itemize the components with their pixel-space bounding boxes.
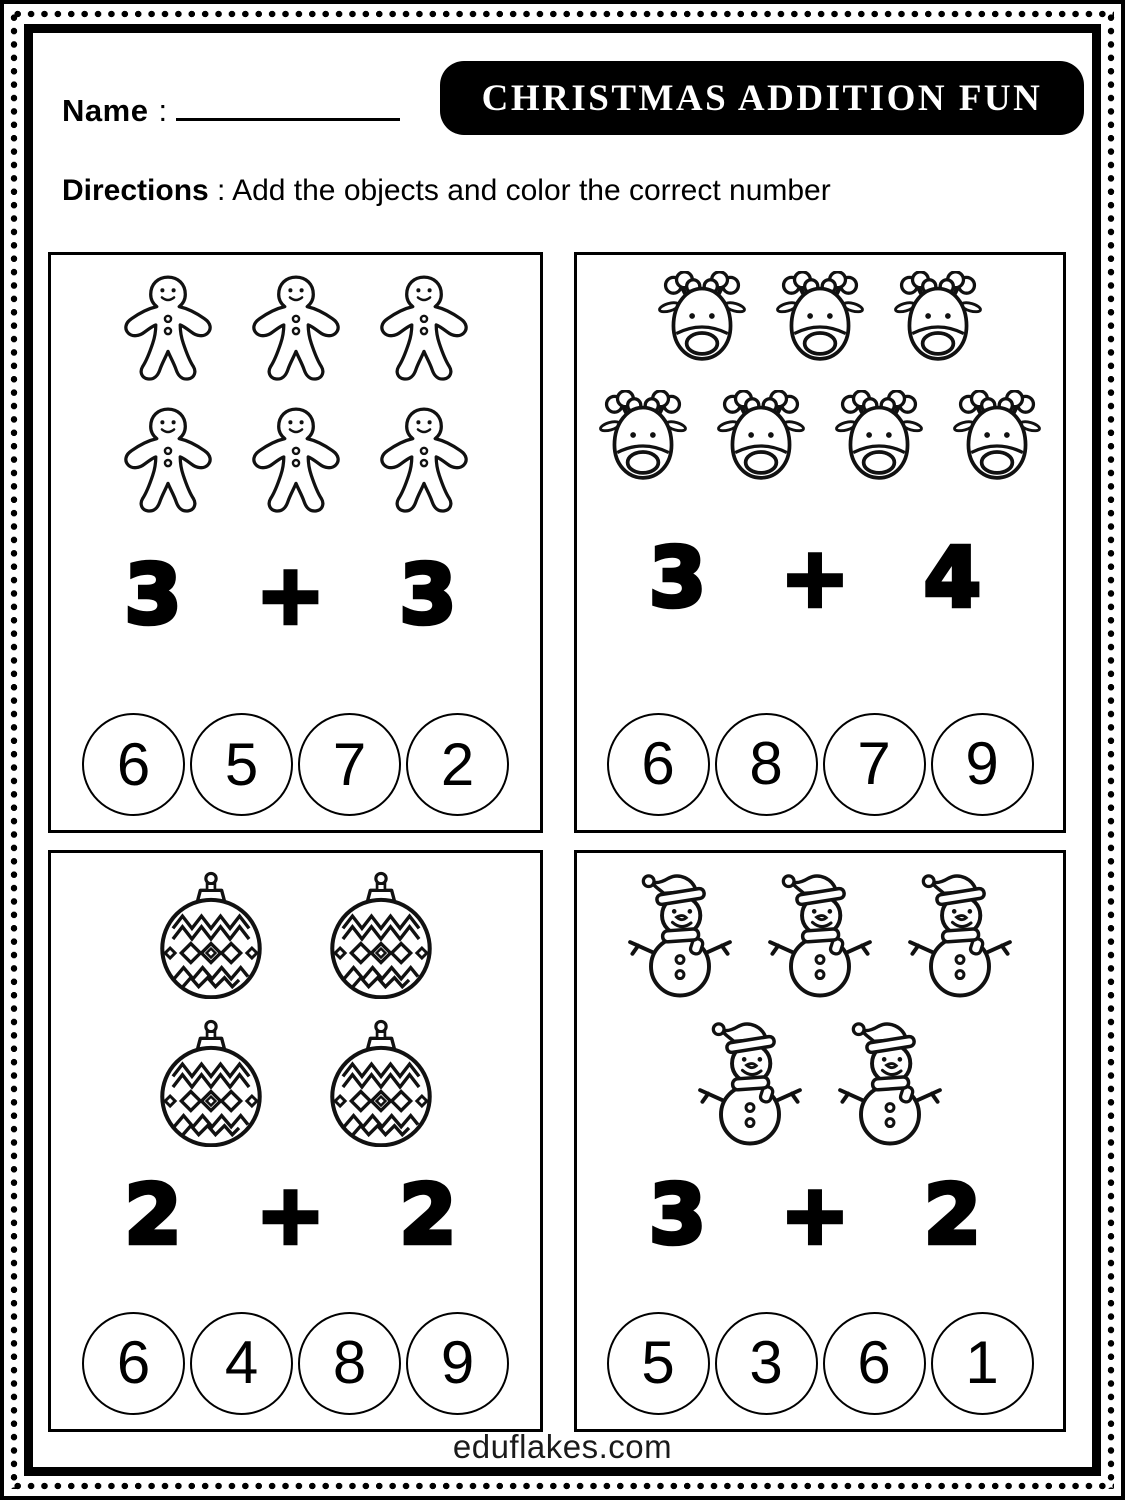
name-label: Name: [62, 93, 149, 128]
reindeer-icon: [765, 271, 875, 372]
equation: 3 + 4: [649, 530, 991, 626]
object-row: [155, 869, 437, 999]
snowman-icon: [902, 869, 1018, 999]
answer-number: 9: [440, 1329, 475, 1397]
dotted-border-bottom: [11, 1482, 1114, 1490]
answer-circle[interactable]: [190, 713, 293, 816]
reindeer-icon: [942, 390, 1052, 491]
reindeer-icon: [824, 390, 934, 491]
answer-choices: [607, 713, 1034, 816]
answer-circle[interactable]: [298, 1312, 401, 1415]
reindeer-icon: [883, 271, 993, 372]
answer-circle[interactable]: [715, 713, 818, 816]
answer-number: 5: [224, 730, 259, 798]
object-row: [588, 390, 1052, 491]
ornament-icon: [155, 1017, 267, 1147]
answer-circle[interactable]: [931, 1312, 1034, 1415]
problem-card-snowman: [574, 850, 1066, 1432]
answer-circle[interactable]: [931, 713, 1034, 816]
object-group-ornament: [155, 869, 437, 1147]
snowman-icon: [762, 869, 878, 999]
object-row: [155, 1017, 437, 1147]
answer-number: 6: [116, 730, 151, 798]
gingerbread-man-icon: [373, 271, 475, 385]
name-row: [62, 84, 400, 129]
snowman-icon: [832, 1017, 948, 1147]
answer-number: 1: [965, 1329, 999, 1397]
directions: [62, 174, 831, 208]
reindeer-icon: [647, 271, 757, 372]
answer-number: 6: [116, 1329, 151, 1397]
answer-number: 6: [641, 730, 675, 798]
problem-grid: [48, 252, 1066, 1432]
directions-text: : Add the objects and color the correct number: [208, 174, 831, 207]
equation: 3 + 2: [649, 1167, 991, 1263]
answer-circle[interactable]: [82, 1312, 185, 1415]
ornament-icon: [325, 1017, 437, 1147]
answer-circle[interactable]: [190, 1312, 293, 1415]
answer-circle[interactable]: [607, 713, 710, 816]
answer-circle[interactable]: [715, 1312, 818, 1415]
object-row: [692, 1017, 948, 1147]
answer-number: 5: [641, 1329, 675, 1397]
ornament-icon: [155, 869, 267, 999]
object-row: [647, 271, 993, 372]
object-row: [117, 403, 475, 517]
answer-number: 8: [332, 1329, 367, 1397]
object-row: [622, 869, 1018, 999]
dotted-border-left: [10, 11, 18, 1489]
answer-circle[interactable]: [823, 1312, 926, 1415]
problem-card-ornament: [48, 850, 543, 1432]
answer-circle[interactable]: [607, 1312, 710, 1415]
answer-number: 3: [749, 1329, 783, 1397]
object-row: [117, 271, 475, 385]
answer-circle[interactable]: [406, 1312, 509, 1415]
title-badge: [440, 61, 1084, 135]
problem-card-reindeer: [574, 252, 1066, 833]
object-group-snowman: [622, 869, 1018, 1147]
dotted-border-right: [1107, 11, 1115, 1489]
footer-site-name: eduflakes.com: [452, 1428, 673, 1465]
problem-card-gingerbread: [48, 252, 543, 833]
object-group-reindeer: [588, 271, 1052, 491]
answer-choices: [82, 1312, 509, 1415]
answer-number: 7: [857, 730, 891, 798]
equation: 3 + 3: [124, 548, 467, 643]
gingerbread-man-icon: [117, 403, 219, 517]
object-group-gingerbread: [117, 271, 475, 517]
gingerbread-man-icon: [245, 403, 347, 517]
name-colon: :: [158, 93, 168, 128]
snowman-icon: [622, 869, 738, 999]
answer-number: 7: [332, 730, 367, 798]
answer-circle[interactable]: [298, 713, 401, 816]
answer-number: 2: [440, 730, 475, 798]
gingerbread-man-icon: [245, 271, 347, 385]
answer-number: 8: [749, 730, 783, 798]
snowman-icon: [692, 1017, 808, 1147]
equation: 2 + 2: [124, 1167, 467, 1263]
answer-number: 4: [224, 1329, 259, 1397]
reindeer-icon: [706, 390, 816, 491]
name-write-line[interactable]: [176, 84, 400, 121]
answer-circle[interactable]: [82, 713, 185, 816]
gingerbread-man-icon: [373, 403, 475, 517]
page-title: CHRISTMAS ADDITION FUN: [481, 77, 1043, 119]
answer-number: 9: [965, 730, 999, 798]
answer-choices: [607, 1312, 1034, 1415]
answer-choices: [82, 713, 509, 816]
answer-circle[interactable]: [823, 713, 926, 816]
gingerbread-man-icon: [117, 271, 219, 385]
answer-circle[interactable]: [406, 713, 509, 816]
reindeer-icon: [588, 390, 698, 491]
directions-label: Directions: [62, 174, 209, 207]
dotted-border-top: [11, 10, 1114, 18]
ornament-icon: [325, 869, 437, 999]
answer-number: 6: [857, 1329, 891, 1397]
